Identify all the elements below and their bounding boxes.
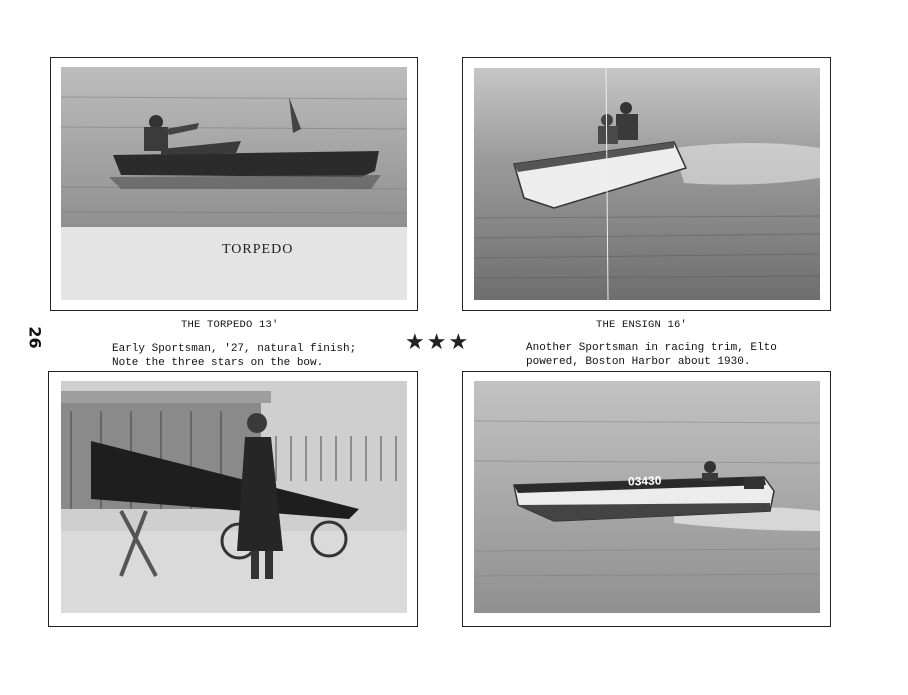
torpedo-caption-line-2: Note the three stars on the bow. — [112, 357, 324, 369]
racing-hull-mark: 03430 — [627, 473, 662, 489]
torpedo-title: THE TORPEDO 13' — [181, 319, 279, 331]
torpedo-boat — [113, 151, 379, 177]
photo-racing-boat — [474, 381, 820, 613]
torpedo-caption-line-1: Early Sportsman, '27, natural finish; — [112, 343, 357, 355]
torpedo-caption — [112, 342, 356, 370]
photo-sportsman-trailer — [61, 381, 407, 613]
ensign-caption-line-1: Another Sportsman in racing trim, Elto — [526, 342, 777, 354]
ensign-title: THE ENSIGN 16' — [596, 319, 688, 331]
photo-ensign — [474, 68, 820, 300]
ensign-caption-line-2: powered, Boston Harbor about 1930. — [526, 356, 751, 368]
three-stars: ★★★ — [405, 330, 471, 355]
photo-torpedo — [61, 67, 407, 300]
ensign-caption — [526, 341, 777, 369]
page-number: 26 — [25, 326, 45, 349]
torpedo-inset-label: TORPEDO — [222, 242, 294, 257]
